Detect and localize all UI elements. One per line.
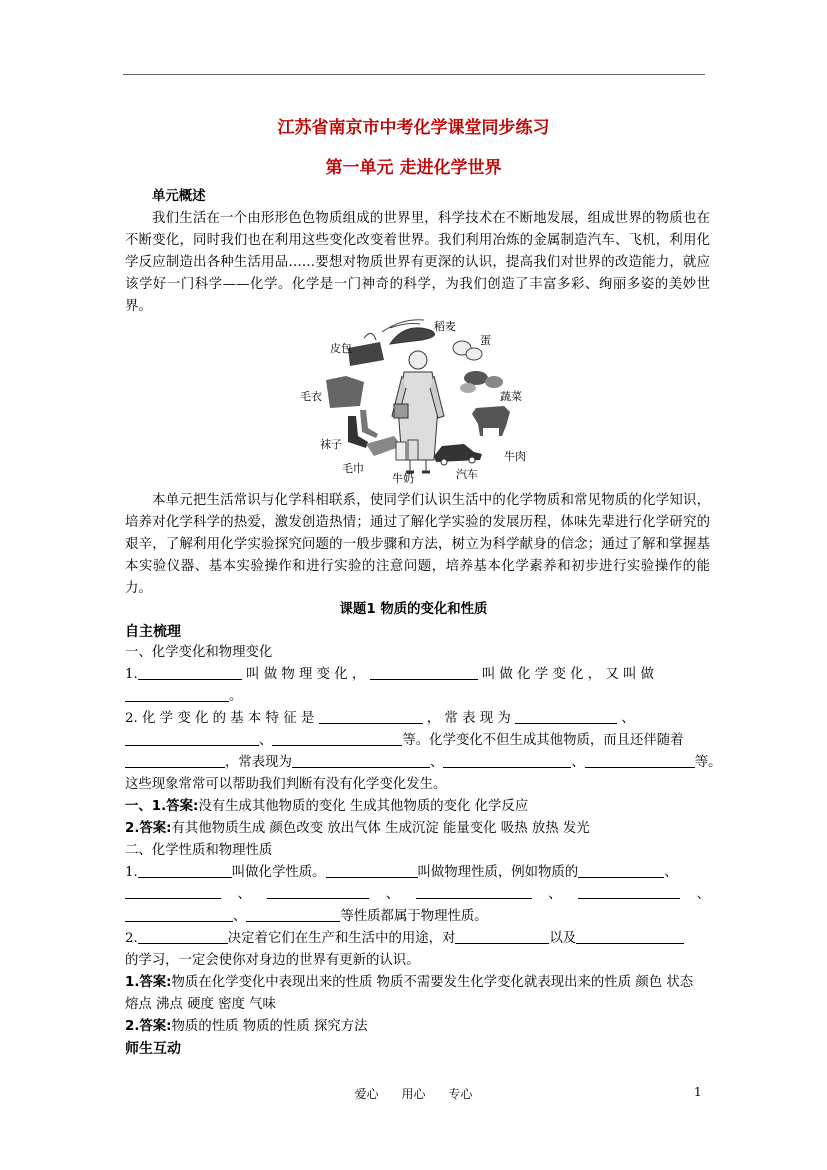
answer-blank[interactable] <box>138 929 228 944</box>
answer-blank[interactable] <box>267 884 369 899</box>
everyday-materials-illustration <box>290 316 540 488</box>
answer-blank[interactable] <box>319 709 423 724</box>
sweater-icon <box>326 376 364 408</box>
label-egg: 蛋 <box>480 334 491 347</box>
question-2: 2. 化 学 变 化 的 基 本 特 征 是 ， 常 表 现 为 、 <box>125 711 635 726</box>
question-3-cont-1: 、 、 、 、 <box>125 884 710 906</box>
answer-blank[interactable] <box>138 665 242 680</box>
egg-icon <box>453 341 482 360</box>
answer-blank[interactable] <box>138 863 232 878</box>
answer-blank[interactable] <box>125 907 233 922</box>
question-3: 1. 叫做化学性质。 叫做物理性质，例如物质的 、 <box>125 865 678 880</box>
answer-blank[interactable] <box>416 884 532 899</box>
answer-blank[interactable] <box>272 731 402 746</box>
answer-4: 2.答案:物质的性质 物质的性质 探究方法 <box>125 1019 368 1034</box>
question-2-cont-2: ，常表现为 、 、 等。 <box>125 752 710 774</box>
unit-title: 第一单元 走进化学世界 <box>325 158 502 178</box>
question-3-cont-2: 、 等性质都属于物理性质。 <box>125 906 710 928</box>
answer-3: 1.答案:物质在化学变化中表现出来的性质 物质不需要发生化学变化就表现出来的性质 颜色 状态 熔点 沸点 硬度 密度 气味 <box>125 975 694 1012</box>
answer-blank[interactable] <box>455 929 549 944</box>
label-car: 汽车 <box>456 468 478 481</box>
section-1-heading: 一、化学变化和物理变化 <box>125 645 273 660</box>
question-1: 1. 叫 做 物 理 变 化 ， 叫 做 化 学 变 化 ， 又 叫 做 <box>125 667 655 682</box>
vegetables-icon <box>460 371 503 393</box>
document-title: 江苏省南京市中考化学课堂同步练习 <box>277 118 550 138</box>
label-vegetables: 蔬菜 <box>500 390 522 403</box>
label-leather: 皮包 <box>330 342 352 355</box>
overview-paragraph-1: 我们生活在一个由形形色色物质组成的世界里，科学技术在不断地发展，组成世界的物质也在不断变化，同时我们也在利用这些变化改变着世界。我们利用冶炼的金属制造汽车、飞机，利用化学反应制造出各种生活用品……要想对物质世界有更深的认识，提高我们对世界的改造能力，就应该学好一门科学——化学。化学是一门神奇的科学，为我们创造了丰富多彩、绚丽多姿的美妙世界。 <box>125 211 710 314</box>
label-beef: 牛肉 <box>504 450 526 463</box>
answer-blank[interactable] <box>326 863 418 878</box>
question-2-cont-1: 、 等。化学变化不但生成其他物质，而且还伴随着 <box>125 730 710 752</box>
answer-blank[interactable] <box>578 884 680 899</box>
answer-blank[interactable] <box>246 907 340 922</box>
answer-blank[interactable] <box>443 753 571 768</box>
answer-blank[interactable] <box>125 884 221 899</box>
question-4-cont: 的学习，一定会使你对身边的世界有更新的认识。 <box>125 953 420 968</box>
answer-blank[interactable] <box>578 863 664 878</box>
footer-motto: 爱心 用心 专心 <box>354 1087 473 1101</box>
page-number: 1 <box>694 1085 702 1099</box>
label-wheat: 稻麦 <box>434 320 456 333</box>
answer-blank[interactable] <box>125 753 225 768</box>
self-review-heading: 自主梳理 <box>125 624 181 640</box>
answer-blank[interactable] <box>515 709 617 724</box>
answer-blank[interactable] <box>292 753 430 768</box>
overview-heading: 单元概述 <box>152 189 206 204</box>
answer-2: 2.答案:有其他物质生成 颜色改变 放出气体 生成沉淀 能量变化 吸热 放热 发光 <box>125 821 590 836</box>
overview-paragraph-2: 本单元把生活常识与化学科相联系，使同学们认识生活中的化学物质和常见物质的化学知识，培养对化学科学的热爱，激发创造热情；通过了解化学实验的发展历程，体味先辈进行化学研究的艰辛，了解利用化学实验探究问题的一般步骤和方法，树立为科学献身的信念；通过了解和掌握基本实验仪器、基本实验操作和进行实验的注意问题，培养基本化学素养和初步进行实验操作的能力。 <box>125 493 710 596</box>
header-rule <box>123 74 705 75</box>
car-icon <box>434 444 482 465</box>
label-socks: 袜子 <box>320 438 342 451</box>
answer-blank[interactable] <box>370 665 478 680</box>
section-2-heading: 二、化学性质和物理性质 <box>125 843 273 858</box>
question-4: 2. 决定着它们在生产和生活中的用途，对 以及 <box>125 928 710 950</box>
cow-icon <box>472 406 510 436</box>
question-2-cont-3: 这些现象常常可以帮助我们判断有没有化学变化发生。 <box>125 777 447 792</box>
label-towel: 毛巾 <box>342 462 364 475</box>
lesson-title: 课题1 物质的变化和性质 <box>339 602 488 617</box>
answer-blank[interactable] <box>585 753 695 768</box>
answer-blank[interactable] <box>125 687 229 702</box>
interaction-heading: 师生互动 <box>125 1041 181 1057</box>
answer-1: 一、1.答案:没有生成其他物质的变化 生成其他物质的变化 化学反应 <box>125 799 529 814</box>
question-1-cont: 。 <box>125 686 710 708</box>
answer-blank[interactable] <box>576 929 684 944</box>
label-milk: 牛奶 <box>392 472 414 485</box>
answer-blank[interactable] <box>125 731 259 746</box>
label-sweater: 毛衣 <box>300 390 322 403</box>
leather-bag-icon <box>348 333 384 366</box>
